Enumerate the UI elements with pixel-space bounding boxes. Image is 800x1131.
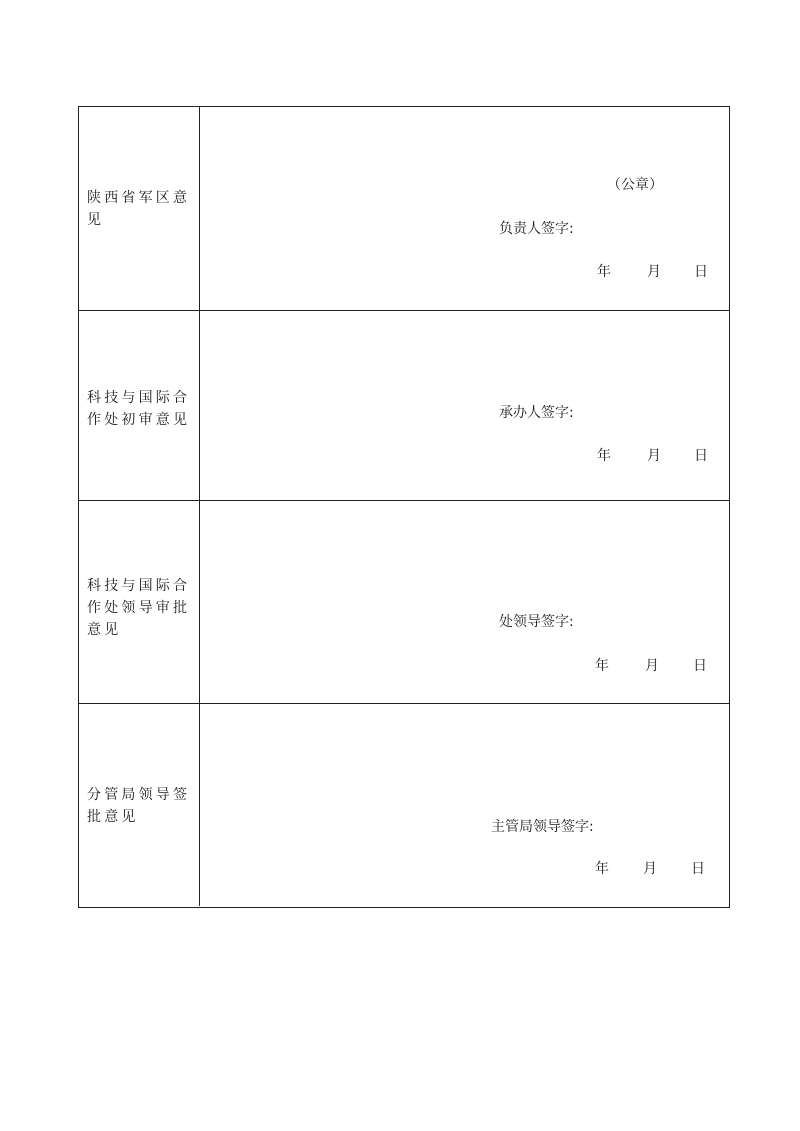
label-cell — [79, 311, 200, 500]
row-label: 科技与国际合作处初审意见 — [87, 390, 191, 428]
date-month: 月 — [645, 658, 659, 674]
date-month: 月 — [647, 448, 661, 464]
table-row-military-district — [79, 107, 729, 310]
date-day: 日 — [691, 861, 705, 877]
label-cell — [79, 107, 200, 310]
date-day: 日 — [694, 448, 708, 464]
date-year: 年 — [595, 658, 609, 674]
date-year: 年 — [597, 264, 611, 280]
signature-label: 负责人签字: — [499, 221, 574, 237]
signature-label: 主管局领导签字: — [491, 819, 594, 835]
opinion-cell[interactable] — [200, 107, 729, 310]
date-month: 月 — [647, 264, 661, 280]
row-label: 陕西省军区意见 — [87, 190, 191, 228]
opinion-cell[interactable] — [200, 311, 729, 500]
label-cell — [79, 704, 200, 906]
table-row-division-approval — [79, 500, 729, 703]
table-row-preliminary-review — [79, 310, 729, 500]
label-cell — [79, 501, 200, 703]
row-label: 分管局领导签批意见 — [87, 787, 191, 825]
date-day: 日 — [693, 658, 707, 674]
approval-opinion-table — [78, 106, 730, 908]
date-month: 月 — [643, 861, 657, 877]
date-day: 日 — [694, 264, 708, 280]
signature-label: 处领导签字: — [499, 614, 574, 630]
opinion-cell[interactable] — [200, 501, 729, 703]
opinion-cell[interactable] — [200, 704, 729, 906]
date-year: 年 — [597, 448, 611, 464]
official-seal-note: （公章） — [607, 177, 663, 193]
date-year: 年 — [595, 861, 609, 877]
signature-label: 承办人签字: — [499, 405, 574, 421]
row-label: 科技与国际合作处领导审批意见 — [87, 578, 191, 638]
table-row-bureau-leader — [79, 703, 729, 906]
